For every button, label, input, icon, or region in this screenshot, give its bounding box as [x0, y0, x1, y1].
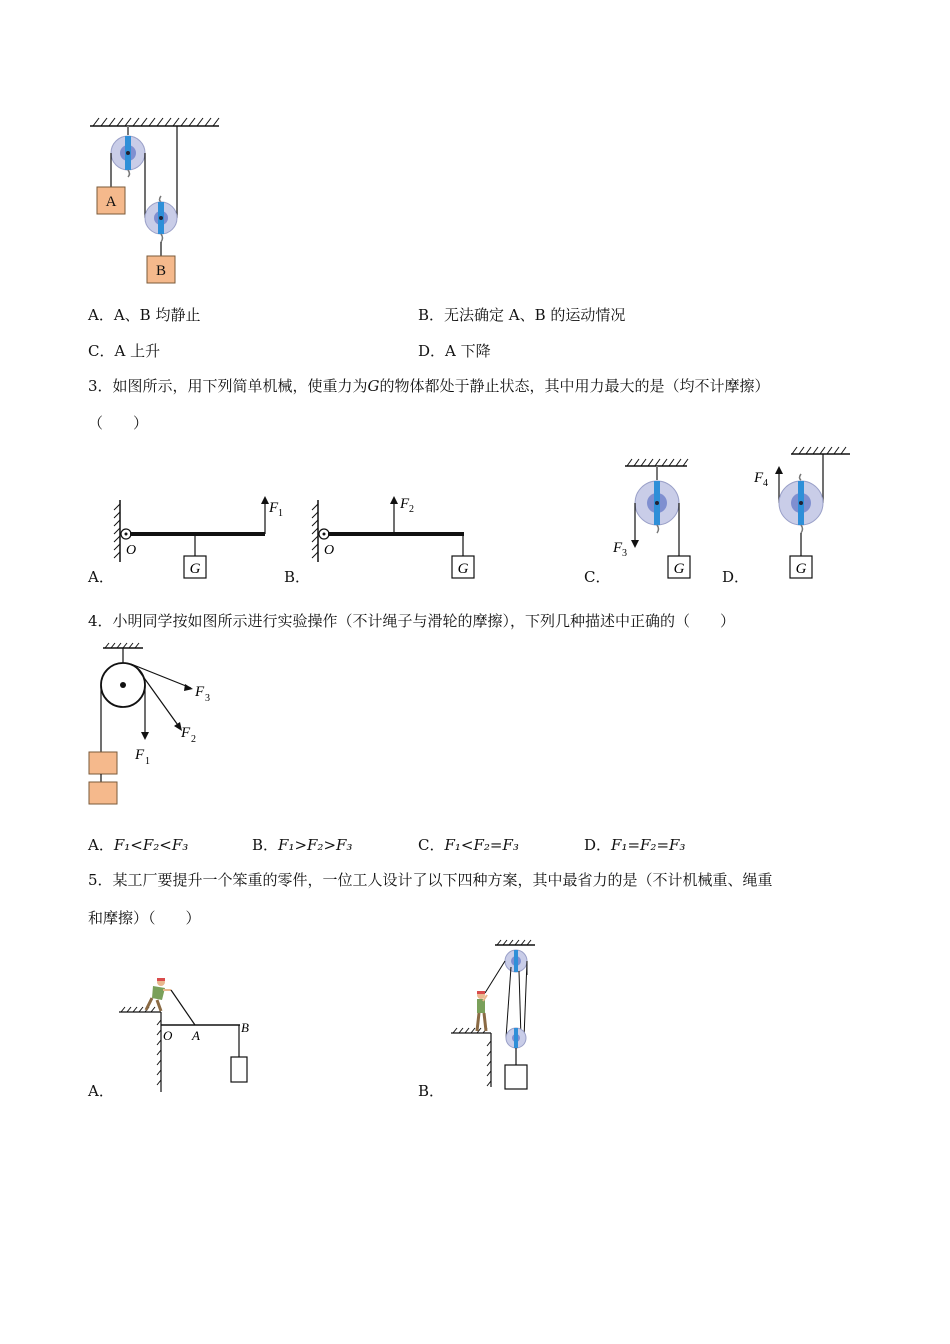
q4-option-c-text: F₁<F₂=F₃ — [444, 836, 519, 854]
q3-option-d: D． — [722, 568, 750, 586]
q3-stem-part2: 的物体都处于静止状态，其中用力最大的是（均不计摩擦） — [379, 377, 770, 395]
worker-icon-a — [146, 978, 171, 1011]
q3-option-b: B． — [284, 568, 311, 586]
q5-figure-b-pulley-block — [445, 935, 545, 1095]
q3-stem-part1: 3．如图所示，用下列简单机械，使重力为 — [88, 377, 368, 395]
q4-option-d — [584, 835, 685, 855]
worker-icon-b — [477, 991, 487, 1031]
q5-figure-a-lever — [115, 970, 265, 1095]
q5-option-b: B． — [418, 1082, 445, 1100]
q3-stem — [88, 376, 770, 396]
q3-f3-label: F — [613, 540, 623, 556]
q3-f1-label: F — [269, 500, 279, 516]
box-a-label: A — [105, 194, 117, 210]
q5-label-o: O — [163, 1028, 173, 1043]
q3-f2-sub: 2 — [409, 504, 414, 515]
q3-weight-d: G — [795, 561, 807, 577]
q2-pulley-figure — [85, 110, 225, 285]
q5-option-a: A． — [88, 1082, 114, 1100]
q3-pivot-b: O — [324, 543, 335, 558]
q4-f2-sub: 2 — [191, 734, 196, 745]
q4-option-b-prefix: B． — [252, 836, 279, 854]
q3-option-c: C． — [584, 568, 611, 586]
q5-stem-line2: 和摩擦）（ ） — [88, 909, 201, 927]
q2-option-a: A．A、B 均静止 — [88, 306, 201, 324]
q3-f3-sub: 3 — [622, 548, 627, 559]
q2-option-c: C．A 上升 — [88, 342, 161, 360]
q3-figure-b-lever — [308, 490, 478, 585]
q4-pulley-figure — [85, 640, 235, 810]
q5-label-b: B — [241, 1020, 249, 1035]
q4-f2-label: F — [181, 725, 191, 741]
q4-stem: 4．小明同学按如图所示进行实验操作（不计绳子与滑轮的摩擦），下列几种描述中正确的（ ） — [88, 612, 736, 630]
q2-option-d: D．A 下降 — [418, 342, 491, 360]
q4-option-d-text: F₁=F₂=F₃ — [611, 836, 686, 854]
q5-stem-line1: 5．某工厂要提升一个笨重的零件，一位工人设计了以下四种方案，其中最省力的是（不计机械重、绳重 — [88, 871, 773, 889]
q3-f1-sub: 1 — [278, 508, 283, 519]
q3-f4-sub: 4 — [763, 478, 768, 489]
q4-f3-sub: 3 — [205, 693, 210, 704]
q3-weight-c: G — [673, 561, 685, 577]
q4-option-c-prefix: C． — [418, 836, 445, 854]
q3-pivot-a: O — [126, 543, 137, 558]
q4-option-a-prefix: A． — [88, 836, 114, 854]
q3-stem-var: G — [367, 377, 380, 395]
q4-option-a-text: F₁<F₂<F₃ — [113, 836, 189, 854]
q5-label-a: A — [192, 1028, 200, 1043]
q3-f4-label: F — [754, 470, 764, 486]
q4-option-b — [252, 835, 352, 855]
q4-option-d-prefix: D． — [584, 836, 612, 854]
box-b-label: B — [155, 263, 167, 279]
q4-f1-sub: 1 — [145, 756, 150, 767]
q3-stem-bracket: （ ） — [88, 414, 149, 432]
q3-figure-a-lever — [110, 490, 283, 585]
q3-figure-d-pulley — [745, 440, 855, 580]
q3-figure-c-pulley — [605, 452, 700, 582]
q4-f3-label: F — [195, 684, 205, 700]
q4-option-b-text: F₁>F₂>F₃ — [278, 836, 353, 854]
q4-f1-label: F — [135, 747, 145, 763]
q4-option-c — [418, 835, 519, 855]
q3-weight-a: G — [189, 561, 201, 577]
q3-option-a: A． — [88, 568, 114, 586]
q3-weight-b: G — [457, 561, 469, 577]
q2-option-b: B．无法确定 A、B 的运动情况 — [418, 306, 626, 324]
q4-option-a — [88, 835, 188, 855]
q3-f2-label: F — [400, 496, 410, 512]
